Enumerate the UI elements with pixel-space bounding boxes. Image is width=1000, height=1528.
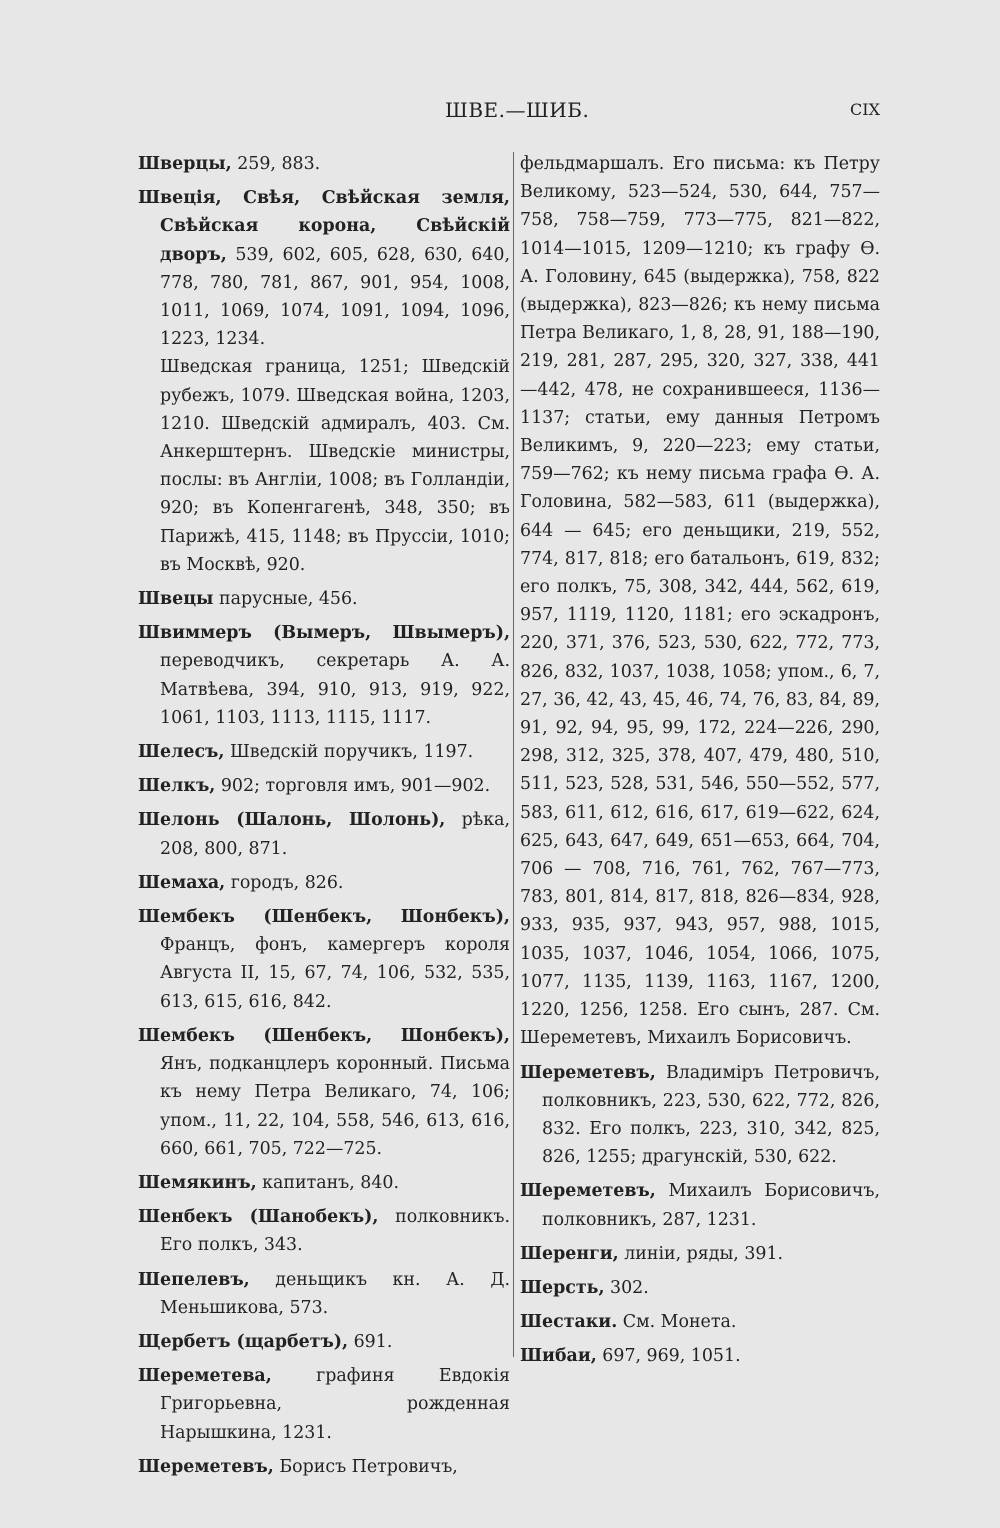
index-entry	[138, 150, 510, 178]
index-entry	[138, 1203, 510, 1259]
entry-heading: Шереметевъ,	[520, 1181, 656, 1202]
entry-text: парусные, 456.	[213, 589, 358, 610]
index-entry	[138, 903, 510, 1016]
entry-text: 691.	[348, 1331, 393, 1352]
entry-heading: Шенбекъ (Шанобекъ),	[138, 1207, 379, 1228]
entry-heading: Щербетъ (щарбетъ),	[138, 1331, 349, 1352]
entry-text: Борисъ Петровичъ,	[273, 1456, 458, 1477]
entry-text: капитанъ, 840.	[256, 1172, 400, 1193]
entry-heading: Шереметевъ,	[138, 1456, 274, 1477]
index-entry	[138, 1453, 510, 1481]
index-entry	[138, 1022, 510, 1163]
entry-text: Францъ, фонъ, камергеръ короля Августа II, 15, 67, 74, 106, 532, 535, 613, 615, 616, 842.	[160, 935, 510, 1012]
entry-heading: Шверцы,	[138, 154, 232, 174]
entry-heading: Шелкъ,	[138, 776, 216, 797]
entry-heading: Шембекъ (Шенбекъ, Шонбекъ),	[138, 1025, 510, 1046]
index-entry	[138, 1169, 510, 1197]
entry-text: 539, 602, 605, 628, 630, 640, 778, 780, 781, 867, 901, 954, 1008, 1011, 1069, 1074, 1091, 1094, 1096, 1223, 1234.	[160, 244, 510, 350]
index-entry	[520, 1342, 880, 1370]
right-column	[520, 150, 880, 1377]
running-header	[0, 98, 1000, 128]
entry-text: переводчикъ, секретарь А. А. Матвѣева, 394, 910, 913, 919, 922, 1061, 1103, 1113, 1115, 1117.	[160, 651, 510, 728]
entry-text: городъ, 826.	[225, 872, 344, 893]
index-entry	[520, 1059, 880, 1172]
entry-heading: Шелесъ,	[138, 742, 225, 763]
entry-text: 302.	[604, 1277, 649, 1298]
index-entry	[138, 619, 510, 732]
entry-text: графиня Евдокія Григорьевна, рожденная Нарышкина, 1231.	[160, 1366, 510, 1443]
index-entry	[520, 1308, 880, 1336]
entry-text: деньщикъ кн. А. Д. Меньшикова, 573.	[160, 1269, 510, 1318]
index-entry	[520, 1240, 880, 1268]
entry-text: 259, 883.	[231, 154, 321, 174]
index-entry	[138, 1362, 510, 1447]
entry-text: 902; торговля имъ, 901—902.	[215, 776, 491, 797]
entry-heading: Шереметевъ,	[520, 1062, 656, 1083]
entry-heading: Шестаки.	[520, 1312, 618, 1333]
entry-heading: Шереметева,	[138, 1366, 272, 1387]
entry-text: рѣка, 208, 800, 871.	[160, 810, 510, 859]
index-entry	[138, 585, 510, 613]
entry-text: См. Монета.	[617, 1312, 737, 1333]
index-entry	[138, 738, 510, 766]
entry-heading: Швеція, Свѣя, Свѣйская земля, Свѣйская корона, Свѣйскій дворъ,	[138, 188, 510, 265]
index-subentry	[138, 353, 510, 579]
entry-heading: Шепелевъ,	[138, 1269, 250, 1290]
index-entry	[138, 1266, 510, 1322]
index-entry	[520, 1177, 880, 1233]
column-divider	[513, 152, 514, 1357]
index-entry	[138, 1328, 510, 1356]
entry-text: Шведская граница, 1251; Шведскій рубежъ, 1079. Шведская война, 1203, 1210. Шведскій адмиралъ, 403. См. Анкерштернъ. Шведскіе министры, послы: въ Англіи, 1008; въ Голландіи, 920; въ Копенгагенѣ, 348, 350; въ Парижѣ, 415, 1148; въ Пруссіи, 1010; въ Москвѣ, 920.	[160, 357, 510, 575]
entry-heading: Швецы	[138, 589, 214, 610]
page-number: CIX	[850, 100, 880, 119]
index-entry	[138, 772, 510, 800]
entry-heading: Шемаха,	[138, 872, 226, 893]
running-title: ШВЕ.—ШИБ.	[445, 98, 590, 122]
index-entry	[138, 184, 510, 353]
index-entry	[138, 869, 510, 897]
entry-heading: Шибаи,	[520, 1346, 597, 1367]
entry-text: Шведскій поручикъ, 1197.	[224, 742, 474, 763]
entry-text: 697, 969, 1051.	[596, 1346, 741, 1367]
index-entry-continued	[520, 150, 880, 1053]
index-entry	[520, 1274, 880, 1302]
index-entry	[138, 806, 510, 862]
entry-text: полковникъ. Его полкъ, 343.	[160, 1207, 510, 1256]
entry-text: Владиміръ Петровичъ, полковникъ, 223, 530, 622, 772, 826, 832. Его полкъ, 223, 310, 342, 825, 826, 1255; драгунскій, 530, 622.	[542, 1062, 880, 1168]
entry-heading: Шембекъ (Шенбекъ, Шонбекъ),	[138, 907, 510, 928]
left-column	[138, 150, 510, 1487]
entry-text: линіи, ряды, 391.	[618, 1243, 784, 1264]
entry-text: Янъ, подканцлеръ коронный. Письма къ нему Петра Великаго, 74, 106; упом., 11, 22, 104, 558, 546, 613, 616, 660, 661, 705, 722—725.	[160, 1054, 510, 1159]
entry-heading: Шерсть,	[520, 1277, 605, 1298]
entry-heading: Швиммеръ (Вымеръ, Швымеръ),	[138, 623, 510, 644]
entry-heading: Шеренги,	[520, 1243, 619, 1264]
entry-text: Михаилъ Борисовичъ, полковникъ, 287, 1231.	[542, 1181, 880, 1230]
entry-heading: Шелонь (Шалонь, Шолонь),	[138, 810, 446, 831]
entry-text: фельдмаршалъ. Его письма: къ Петру Великому, 523—524, 530, 644, 757—758, 758—759, 773—775, 821—822, 1014—1015, 1209—1210; къ графу Ѳ. А. Головину, 645 (выдержка), 758, 822 (выдержка), 823—826; къ нему письма Петра Великаго, 1, 8, 28, 91, 188—190, 219, 281, 287, 295, 320, 327, 338, 441—442, 478, не сохранившееся, 1136—1137; статьи, ему данныя Петромъ Великимъ, 9, 220—223; ему статьи, 759—762; къ нему письма графа Ѳ. А. Головина, 582—583, 611 (выдержка), 644 — 645; его деньщики, 219, 552, 774, 817, 818; его батальонъ, 619, 832; его полкъ, 75, 308, 342, 444, 562, 619, 957, 1119, 1120, 1181; его эскадронъ, 220, 371, 376, 523, 530, 622, 772, 773, 826, 832, 1037, 1038, 1058; упом., 6, 7, 27, 36, 42, 43, 45, 46, 74, 76, 83, 84, 89, 91, 92, 94, 95, 99, 172, 224—226, 290, 298, 312, 325, 378, 407, 479, 480, 510, 511, 523, 528, 531, 546, 550—552, 577, 583, 611, 612, 616, 617, 619—622, 624, 625, 643, 647, 649, 651—653, 664, 704, 706 — 708, 716, 761, 762, 767—773, 783, 801, 814, 817, 818, 826—834, 928, 933, 935, 937, 943, 957, 988, 1015, 1035, 1037, 1046, 1054, 1066, 1075, 1077, 1135, 1139, 1163, 1167, 1200, 1220, 1256, 1258. Его сынъ, 287. См. Шереметевъ, Михаилъ Борисовичъ.	[520, 154, 880, 1049]
entry-heading: Шемякинъ,	[138, 1172, 257, 1193]
